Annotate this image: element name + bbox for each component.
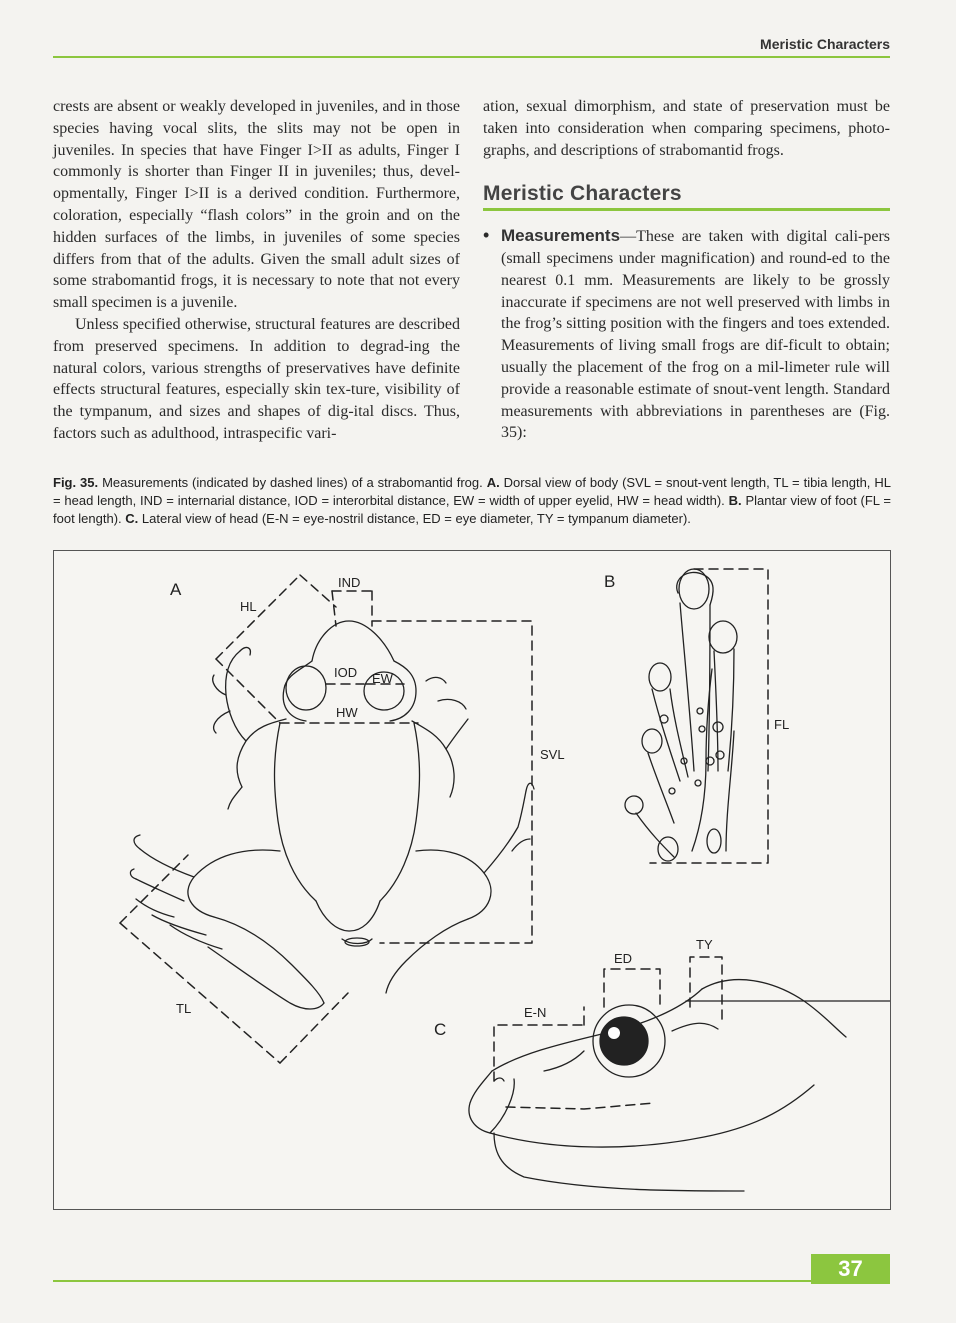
panel-c-letter: C bbox=[434, 1020, 447, 1039]
hl-label: HL bbox=[240, 599, 257, 614]
ed-label: ED bbox=[614, 951, 633, 966]
bottom-rule bbox=[53, 1280, 813, 1282]
en-label: E-N bbox=[524, 1005, 547, 1020]
ty-line bbox=[690, 957, 722, 1021]
ty-label: TY bbox=[696, 937, 713, 952]
fl-label: FL bbox=[774, 717, 790, 732]
right-column bbox=[483, 96, 890, 444]
bullet-text: —These are taken with digital cali-pers (small specimens under magnification) and round-ed to the nearest 0.1 mm. Measurements are likely to be grossly inaccurate if specimens are not well preserved with limbs in the frog’s sitting position with the fingers and toes extended. Measurements of living small frogs are dif-ficult to obtain; usually the placement of the frog on a mil-limeter rule will provide a reasonable estimate of snout-vent length. Standard measurements with abbreviations in parentheses are (Fig. 35): bbox=[501, 228, 890, 442]
section-heading: Meristic Characters bbox=[483, 183, 890, 211]
left-paragraph-2: Unless specified otherwise, structural features are described from preserved specimens. In addition to degrad-ing the natural colors, various strengths of preservatives have definite effects structural features, especially skin tex-ture, visibility of the tympanum, and sizes and shapes of dig-ital discs. Thus, factors such as adulthood, intraspecific vari- bbox=[53, 315, 460, 442]
ew-label: EW bbox=[372, 671, 393, 686]
bullet-term: Measurements bbox=[501, 226, 621, 246]
caption-part-4: Lateral view of head (E-N = eye-nostril distance, ED = eye diameter, TY = tympanum diameter). bbox=[138, 511, 691, 526]
hl-line-outer bbox=[216, 575, 300, 659]
bullet-icon: • bbox=[483, 225, 490, 246]
frog-measurement-illustration bbox=[54, 551, 890, 1209]
caption-c-label: C. bbox=[125, 511, 139, 526]
figure-35 bbox=[53, 550, 891, 1210]
ind-left-line bbox=[332, 591, 336, 626]
hw-label: HW bbox=[336, 705, 358, 720]
caption-part-1: Measurements (indicated by dashed lines) of a strabomantid frog. bbox=[98, 475, 487, 490]
iod-label: IOD bbox=[334, 665, 358, 680]
panel-a-dashed-lines bbox=[120, 575, 532, 1063]
panel-a-letter: A bbox=[170, 580, 182, 599]
top-rule bbox=[53, 56, 890, 58]
lip-line bbox=[506, 1103, 654, 1109]
caption-a-label: A. bbox=[486, 475, 500, 490]
ed-line bbox=[604, 969, 660, 1007]
measurements-bullet bbox=[483, 225, 890, 444]
caption-part-2: Dorsal view of body (SVL = snout-vent length, TL = tibia length, HL = head length, IND = internarial distance, IOD = interorbital distance, EW = width of upper eyelid, HW = head width). bbox=[53, 475, 891, 508]
svl-box-line bbox=[372, 621, 532, 943]
svl-label: SVL bbox=[540, 747, 565, 762]
page-number: 37 bbox=[811, 1254, 890, 1284]
hl-line-top bbox=[300, 575, 336, 607]
tl-line-top bbox=[120, 855, 188, 923]
caption-b-label: B. bbox=[728, 493, 742, 508]
running-head: Meristic Characters bbox=[760, 36, 890, 52]
figure-caption bbox=[53, 474, 891, 528]
ind-label: IND bbox=[338, 575, 361, 590]
tl-line-outer bbox=[120, 923, 280, 1063]
left-paragraph-1: crests are absent or weakly developed in juveniles, and in those species having vocal slits, the slits may not be open in juveniles. In species that have Finger I>II as adults, Finger I commonly is shorter than Finger II in juveniles; thus, devel-opmentally, Finger I>II is a derived condition. Furthermore, coloration, especially “flash colors” in the groin and on the hidden surfaces of the limbs, in juveniles of some species differs from that of the adults. Given the small adult sizes of some strabomantid frogs, it is necessary to note that not every small specimen is a juvenile. bbox=[53, 98, 460, 312]
left-column bbox=[53, 96, 460, 445]
caption-part-3: Plantar view of foot (FL = foot length). bbox=[53, 493, 891, 526]
tl-label: TL bbox=[176, 1001, 192, 1016]
caption-fig-label: Fig. 35. bbox=[53, 475, 99, 490]
frog-dorsal-drawing bbox=[130, 621, 534, 1009]
en-line bbox=[494, 1025, 584, 1081]
panel-b-letter: B bbox=[604, 572, 616, 591]
foot-plantar-drawing bbox=[625, 569, 737, 861]
right-paragraph-1: ation, sexual dimorphism, and state of preservation must be taken into consideration when comparing specimens, photo-graphs, and descriptions of strabomantid frogs. bbox=[483, 98, 890, 159]
